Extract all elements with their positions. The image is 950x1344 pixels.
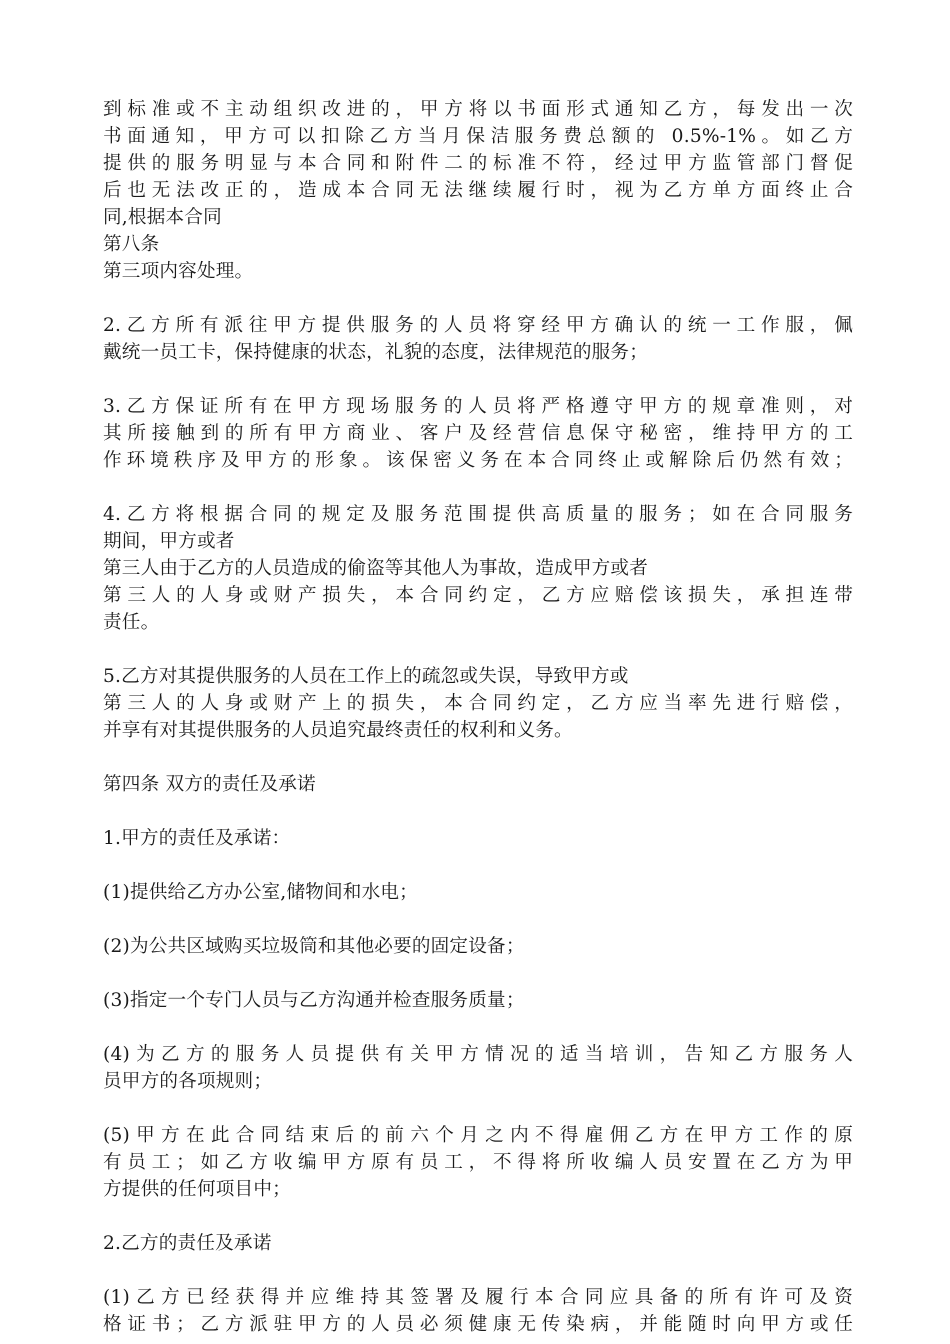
text-line: 5.乙方对其提供服务的人员在工作上的疏忽或失误，导致甲方或: [103, 666, 629, 687]
text-line: 有员工；如乙方收编甲方原有员工，不得将所收编人员安置在乙方为甲: [103, 1152, 853, 1173]
paragraph: [103, 663, 853, 744]
text-line: 期间，甲方或者: [103, 531, 235, 552]
paragraph-spacer: [103, 1095, 853, 1122]
text-line: 提供的服务明显与本合同和附件二的标准不符，经过甲方监管部门督促: [103, 153, 853, 174]
paragraph-spacer: [103, 960, 853, 987]
text-line: (2)为公共区域购买垃圾筒和其他必要的固定设备；: [103, 936, 525, 957]
text-line: 方提供的任何项目中；: [103, 1179, 291, 1200]
paragraph: [103, 771, 853, 798]
paragraph: [103, 933, 853, 960]
text-line: 2.乙方所有派往甲方提供服务的人员将穿经甲方确认的统一工作服，佩: [103, 315, 853, 336]
text-line: 戴统一员工卡，保持健康的状态，礼貌的态度，法律规范的服务；: [103, 342, 649, 363]
paragraph-spacer: [103, 798, 853, 825]
text-line: 其所接触到的所有甲方商业、客户及经营信息保守秘密，维持甲方的工: [103, 423, 853, 444]
text-line: 1.甲方的责任及承诺：: [103, 828, 291, 849]
text-line: (3)指定一个专门人员与乙方沟通并检查服务质量；: [103, 990, 525, 1011]
text-line: 后也无法改正的，造成本合同无法继续履行时，视为乙方单方面终止合: [103, 180, 853, 201]
paragraph-spacer: [103, 636, 853, 663]
text-line: 3.乙方保证所有在甲方现场服务的人员将严格遵守甲方的规章准则，对: [103, 396, 853, 417]
paragraph: [103, 1230, 853, 1257]
document-body: [103, 96, 853, 1338]
text-line: 到标准或不主动组织改进的，甲方将以书面形式通知乙方，每发出一次: [103, 99, 853, 120]
paragraph-spacer: [103, 1257, 853, 1284]
text-line: 责任。: [103, 612, 160, 633]
paragraph-spacer: [103, 852, 853, 879]
text-line: 第四条 双方的责任及承诺: [103, 774, 316, 795]
text-line: (4)为乙方的服务人员提供有关甲方情况的适当培训，告知乙方服务人: [103, 1044, 853, 1065]
text-line: 第三人的人身或财产损失，本合同约定，乙方应赔偿该损失，承担连带: [103, 585, 853, 606]
paragraph-spacer: [103, 285, 853, 312]
paragraph: [103, 1122, 853, 1203]
paragraph: [103, 879, 853, 906]
text-line: 员甲方的各项规则；: [103, 1071, 273, 1092]
paragraph: [103, 1284, 853, 1338]
text-line: 4.乙方将根据合同的规定及服务范围提供高质量的服务；如在合同服务: [103, 504, 853, 525]
text-line: 作环境秩序及甲方的形象。该保密义务在本合同终止或解除后仍然有效；: [103, 450, 853, 471]
paragraph: [103, 987, 853, 1014]
paragraph: [103, 1041, 853, 1095]
text-line: (5)甲方在此合同结束后的前六个月之内不得雇佣乙方在甲方工作的原: [103, 1125, 853, 1146]
paragraph-spacer: [103, 1203, 853, 1230]
paragraph-spacer: [103, 1014, 853, 1041]
text-line: 第三项内容处理。: [103, 261, 254, 282]
paragraph: [103, 825, 853, 852]
paragraph: [103, 501, 853, 636]
text-line: 并享有对其提供服务的人员追究最终责任的权利和义务。: [103, 720, 573, 741]
text-line: 书面通知，甲方可以扣除乙方当月保洁服务费总额的 0.5%-1%。如乙方: [103, 126, 853, 147]
paragraph: [103, 312, 853, 366]
text-line: 第八条: [103, 234, 160, 255]
text-line: 第三人的人身或财产上的损失，本合同约定，乙方应当率先进行赔偿，: [103, 693, 853, 714]
text-line: (1)乙方已经获得并应维持其签署及履行本合同应具备的所有许可及资: [103, 1287, 853, 1308]
paragraph-spacer: [103, 474, 853, 501]
text-line: (1)提供给乙方办公室,储物间和水电；: [103, 882, 418, 903]
text-line: 同,根据本合同: [103, 207, 222, 228]
paragraph-spacer: [103, 906, 853, 933]
text-line: 第三人由于乙方的人员造成的偷盗等其他人为事故，造成甲方或者: [103, 558, 649, 579]
text-line: 2.乙方的责任及承诺: [103, 1233, 272, 1254]
paragraph-spacer: [103, 366, 853, 393]
paragraph: [103, 393, 853, 474]
text-line: 格证书；乙方派驻甲方的人员必须健康无传染病，并能随时向甲方或任: [103, 1314, 853, 1335]
paragraph-spacer: [103, 744, 853, 771]
paragraph: [103, 96, 853, 285]
